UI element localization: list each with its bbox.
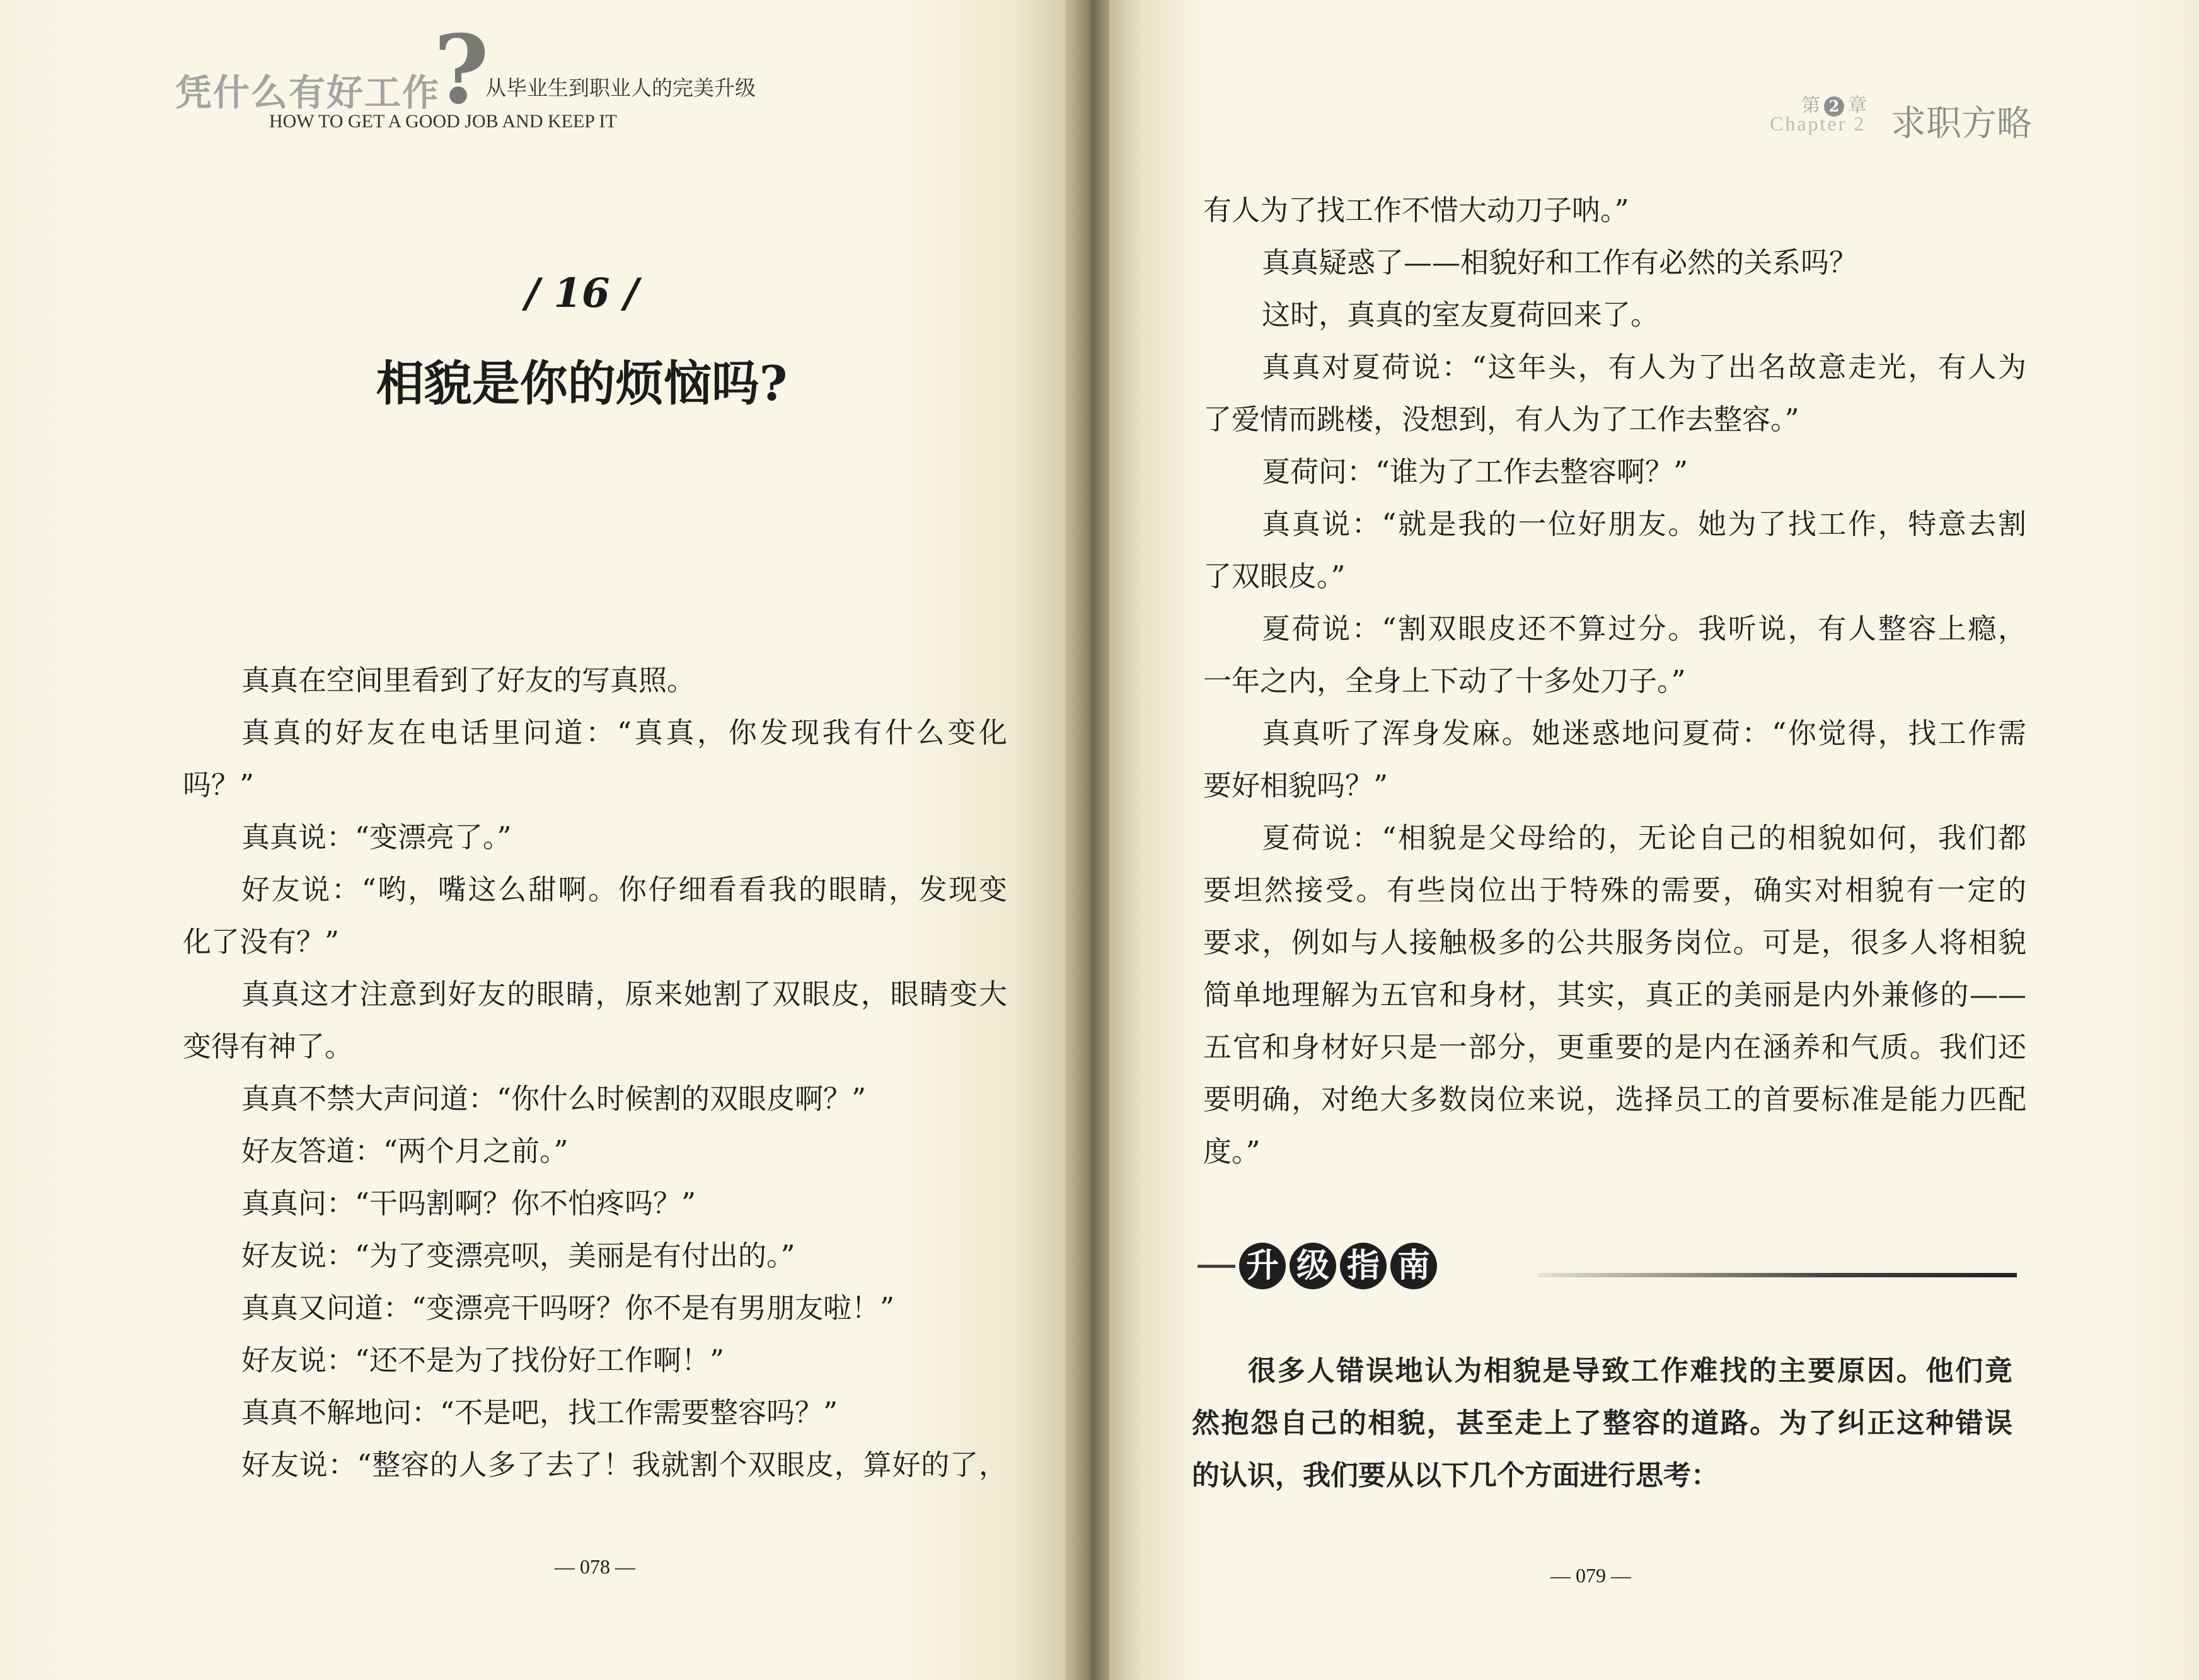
text-line: 夏荷说：“相貌是父母给的，无论自己的相貌如何，我们都: [1262, 821, 2026, 854]
text-line: 真真听了浑身发麻。她迷惑地问夏荷：“你觉得，找工作需: [1262, 716, 2026, 750]
guide-heading-rule: [1538, 1273, 2017, 1277]
text-line: 要明确，对绝大多数岗位来说，选择员工的首要标准是能力匹配: [1203, 1083, 2026, 1116]
text-line: 真真不禁大声问道：“你什么时候割的双眼皮啊？”: [241, 1082, 867, 1115]
text-line: 真真这才注意到好友的眼睛，原来她割了双眼皮，眼睛变大: [241, 977, 1007, 1011]
text-line: 好友说：“为了变漂亮呗，美丽是有付出的。”: [241, 1239, 795, 1272]
text-line: 变得有神了。: [183, 1030, 354, 1063]
text-line: 真真对夏荷说：“这年头，有人为了出名故意走光，有人为: [1262, 350, 2026, 384]
upgrade-guide-heading: [1198, 1243, 1441, 1289]
text-line: 的认识，我们要从以下几个方面进行思考：: [1192, 1459, 1719, 1492]
text-line: 真真疑惑了——相貌好和工作有必然的关系吗？: [1262, 246, 1858, 279]
chapter-prefix: 第: [1801, 95, 1820, 117]
text-line: 真真说：“变漂亮了。”: [241, 820, 512, 854]
text-line: 好友说：“还不是为了找份好工作啊！”: [241, 1343, 725, 1377]
text-line: 很多人错误地认为相貌是导致工作难找的主要原因。他们竟: [1248, 1355, 2012, 1387]
text-line: 然抱怨自己的相貌，甚至走上了整容的道路。为了纠正这种错误: [1192, 1407, 2012, 1439]
text-line: 好友说：“哟，嘴这么甜啊。你仔细看看我的眼睛，发现变: [241, 873, 1007, 906]
text-line: 真真说：“就是我的一位好朋友。她为了找工作，特意去割: [1262, 507, 2026, 541]
text-line: 这时，真真的室友夏荷回来了。: [1262, 298, 1659, 331]
running-head-english-title: HOW TO GET A GOOD JOB AND KEEP IT: [269, 111, 617, 132]
guide-heading-char: 升: [1239, 1243, 1286, 1289]
text-line: 真真问：“干吗割啊？你不怕疼吗？”: [241, 1187, 696, 1220]
text-line: 真真不解地问：“不是吧，找工作需要整容吗？”: [241, 1396, 838, 1429]
section-title: 相貌是你的烦恼吗?: [376, 355, 788, 411]
text-line: 好友答道：“两个月之前。”: [241, 1134, 569, 1168]
text-line: 要求，例如与人接触极多的公共服务岗位。可是，很多人将相貌: [1203, 926, 2026, 959]
text-line: 夏荷说：“割双眼皮还不算过分。我听说，有人整容上瘾，: [1262, 612, 2026, 645]
chapter-number-badge: 2: [1824, 96, 1844, 117]
text-line: 度。”: [1203, 1135, 1261, 1168]
text-line: 了双眼皮。”: [1203, 560, 1346, 593]
text-line: 化了没有？”: [183, 925, 340, 958]
left-page: [0, 0, 1090, 1680]
text-line: 吗？”: [183, 768, 255, 802]
text-line: 一年之内，全身上下动了十多处刀子。”: [1203, 664, 1686, 698]
text-line: 要坦然接受。有些岗位出于特殊的需要，确实对相貌有一定的: [1203, 873, 2026, 907]
text-line: 了爱情而跳楼，没想到，有人为了工作去整容。”: [1203, 403, 1799, 436]
text-line: 真真的好友在电话里问道：“真真，你发现我有什么变化: [241, 716, 1007, 749]
page-number-left: — 078 —: [555, 1555, 635, 1578]
chapter-suffix: 章: [1848, 95, 1867, 117]
chapter-title: 求职方略: [1891, 103, 2032, 144]
text-line: 要好相貌吗？”: [1203, 769, 1388, 802]
text-line: 五官和身材好只是一部分，更重要的是内在涵养和气质。我们还: [1203, 1030, 2026, 1064]
text-line: 真真在空间里看到了好友的写真照。: [241, 664, 696, 697]
chapter-english: Chapter 2: [1770, 112, 1866, 135]
guide-heading-char: 南: [1390, 1243, 1437, 1289]
page-number-right: — 079 —: [1550, 1564, 1631, 1587]
running-head-book-title: 凭什么有好工作: [175, 71, 441, 114]
question-mark-icon: ?: [434, 14, 489, 125]
text-line: 有人为了找工作不惜大动刀子呐。”: [1203, 193, 1629, 227]
book-spine: [1065, 0, 1116, 1680]
text-line: 好友说：“整容的人多了去了！我就割个双眼皮，算好的了，: [241, 1448, 1007, 1482]
section-number: / 16 /: [524, 270, 639, 317]
running-head-subtitle: 从毕业生到职业人的完美升级: [485, 76, 756, 100]
text-line: 简单地理解为五官和身材，其实，真正的美丽是内外兼修的——: [1203, 978, 2026, 1011]
guide-heading-char: 指: [1340, 1243, 1387, 1289]
text-line: 夏荷问：“谁为了工作去整容啊？”: [1262, 455, 1688, 488]
guide-heading-char: 级: [1290, 1243, 1336, 1289]
text-line: 真真又问道：“变漂亮干吗呀？你不是有男朋友啦！”: [241, 1291, 895, 1325]
guide-heading-dash: [1198, 1265, 1235, 1268]
